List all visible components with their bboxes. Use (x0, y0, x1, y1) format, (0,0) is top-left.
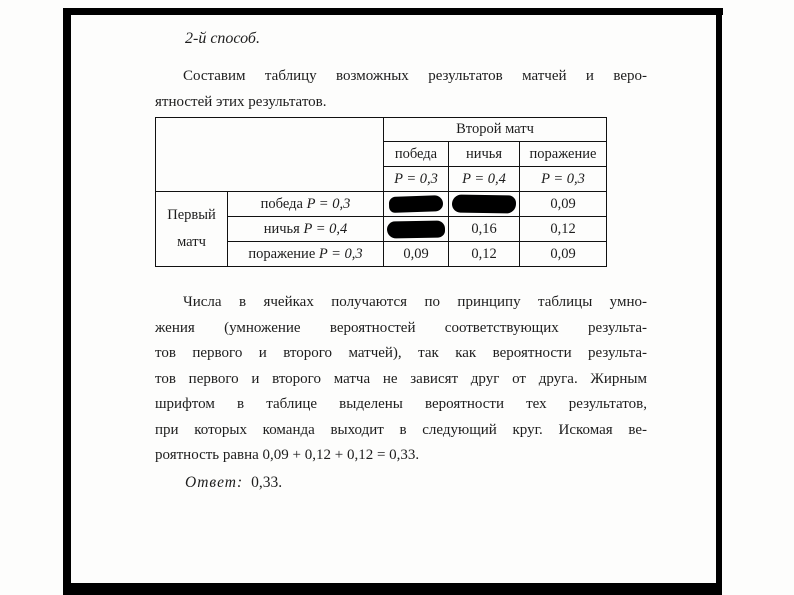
redaction-mark (387, 220, 445, 238)
body-line: роятность равна 0,09 + 0,12 + 0,12 = 0,33. (155, 447, 420, 463)
body-line: Числа в ячейках получаются по принципу таблицы умно- (183, 294, 647, 310)
first-match-line1: Первый (167, 207, 216, 223)
first-match-line2: матч (177, 234, 206, 250)
scan-edge-bottom (63, 583, 722, 595)
body-paragraph (155, 290, 647, 469)
answer-label: Ответ: (185, 474, 244, 491)
col-header-victory: победа (384, 142, 449, 167)
data-cell (449, 192, 520, 217)
col-header-loss: поражение (520, 142, 607, 167)
scan-edge-right (716, 8, 722, 595)
col-header-draw: ничья (449, 142, 520, 167)
body-line: при которых команда выходит в следующий круг. Искомая ве- (155, 421, 647, 438)
method-heading: 2-й способ. (185, 30, 260, 47)
data-cell: 0,09 (384, 242, 449, 267)
intro-line: Составим таблицу возможных результатов матчей и веро- (183, 68, 647, 84)
redaction-mark (389, 195, 444, 213)
data-cell: 0,16 (449, 217, 520, 242)
data-cell (384, 217, 449, 242)
row-label-loss: поражение P = 0,3 (228, 242, 384, 267)
data-cell: 0,09 (520, 242, 607, 267)
row-label-draw: ничья P = 0,4 (228, 217, 384, 242)
body-line: жения (умножение вероятностей соответствующих результа- (155, 319, 647, 336)
table-empty-corner (156, 118, 384, 192)
prob-header-loss: P = 0,3 (520, 167, 607, 192)
answer-line (185, 474, 282, 492)
prob-header-draw: P = 0,4 (449, 167, 520, 192)
answer-value: 0,33. (251, 474, 283, 491)
body-line: тов первого и второго матча не зависят друг от друга. Жирным (155, 370, 647, 387)
scan-edge-left (63, 8, 71, 595)
data-cell: 0,12 (449, 242, 520, 267)
body-line: тов первого и второго матчей), так как вероятности результа- (155, 345, 647, 361)
first-match-header (156, 192, 228, 267)
data-cell: 0,12 (520, 217, 607, 242)
row-label-victory: победа P = 0,3 (228, 192, 384, 217)
intro-paragraph (155, 64, 647, 115)
second-match-header: Второй матч (384, 118, 607, 142)
body-line: шрифтом в таблице выделены вероятности тех результатов, (155, 396, 647, 412)
intro-line: ятностей этих результатов. (155, 93, 327, 110)
redaction-mark (452, 194, 516, 213)
probability-table (155, 117, 607, 267)
data-cell: 0,09 (520, 192, 607, 217)
scan-edge-top (63, 8, 723, 15)
prob-header-victory: P = 0,3 (384, 167, 449, 192)
data-cell (384, 192, 449, 217)
